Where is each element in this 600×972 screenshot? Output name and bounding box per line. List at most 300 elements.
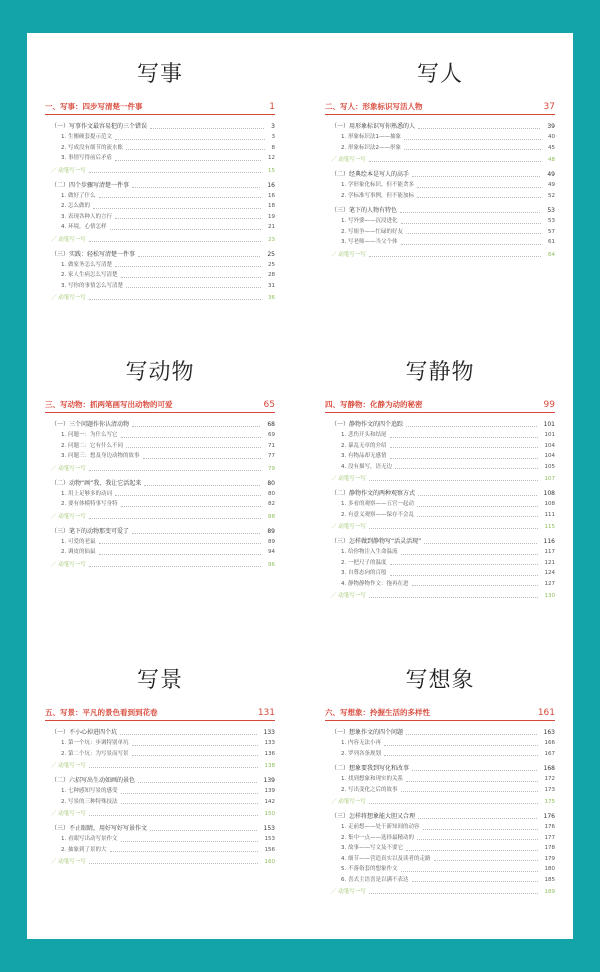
toc-section <box>45 419 275 474</box>
leader-dots <box>418 488 537 496</box>
subsection-entry[interactable] <box>45 738 275 749</box>
subsection-entry-label: 1. 做家务怎么写清楚 <box>61 261 112 268</box>
leader-dots <box>404 143 541 151</box>
subsection-entry-label: 2. 家人生病怎么写清楚 <box>61 272 118 278</box>
subsection-entry[interactable] <box>325 430 555 441</box>
leader-dots <box>144 478 260 486</box>
subsection-entry-page: 178 <box>544 845 555 851</box>
practice-entry-label: ／ 动笔写一写 <box>51 236 86 243</box>
leader-dots <box>434 854 538 862</box>
leader-dots <box>121 797 258 805</box>
subsection-entry[interactable] <box>45 547 275 558</box>
subsection-entry-page: 180 <box>544 866 555 872</box>
subsection-entry-label: 3. 有物品却无感情 <box>341 453 387 459</box>
practice-entry-label: ／ 动笔写一写 <box>331 157 366 163</box>
chapter-heading[interactable] <box>45 101 275 115</box>
leader-dots <box>132 180 260 188</box>
subsection-entry[interactable] <box>45 537 275 548</box>
subsection-entry-label: 1. 生搬硬套提示范文 <box>61 134 112 140</box>
subsection-entry[interactable] <box>325 237 555 248</box>
subsection-entry-label: 3. 事情写得前后矛盾 <box>61 155 112 161</box>
leader-dots <box>121 430 262 438</box>
subsection-entry-page: 105 <box>544 463 555 470</box>
toc-section <box>45 775 275 819</box>
subsection-entry[interactable] <box>325 180 555 191</box>
subsection-entry-label: 2. 形象标识法2——形象 <box>341 144 401 151</box>
leader-dots <box>89 464 261 471</box>
subsection-entry-page: 179 <box>544 855 555 862</box>
toc-section <box>325 536 555 601</box>
panel-title: 写静物 <box>405 360 475 385</box>
subsection-entry[interactable] <box>325 749 555 760</box>
leader-dots <box>115 489 261 497</box>
leader-dots <box>110 222 262 230</box>
leader-dots <box>150 823 257 831</box>
subsection-entry-page: 40 <box>548 134 555 140</box>
section-entry-label: （三）怎样将想象能大胆又合理 <box>331 813 416 820</box>
subsection-entry-page: 156 <box>264 846 275 853</box>
subsection-entry-page: 18 <box>268 203 275 209</box>
subsection-entry[interactable] <box>325 822 555 833</box>
subsection-entry-label: 2. 问题二：它有什么不同 <box>61 442 123 449</box>
practice-entry[interactable] <box>45 464 275 474</box>
subsection-entry-label: 1. 看眼写出动写景作文 <box>61 836 118 842</box>
subsection-entry-label: 1. 可爱的老鼠 <box>61 538 96 545</box>
leader-dots <box>121 834 258 842</box>
subsection-entry-page: 108 <box>544 501 555 507</box>
leader-dots <box>412 579 538 587</box>
subsection-entry[interactable] <box>45 143 275 154</box>
chapter-title: 二、写人：形象标识写活人物 <box>325 102 423 111</box>
section-entry[interactable] <box>325 121 555 132</box>
subsection-entry[interactable] <box>45 749 275 760</box>
subsection-entry-page: 136 <box>264 750 275 757</box>
subsection-entry[interactable] <box>325 441 555 452</box>
subsection-entry-page: 3 <box>271 134 275 140</box>
subsection-entry-page: 133 <box>264 740 275 746</box>
subsection-entry[interactable] <box>325 843 555 854</box>
subsection-entry-label: 4. 细节——营造真实以及读者的走路 <box>341 855 431 862</box>
practice-entry[interactable] <box>325 887 555 897</box>
section-entry-label: （三）实践：轻松写清楚一件事 <box>51 250 136 258</box>
subsection-entry-page: 53 <box>548 218 555 224</box>
panel-title: 写人 <box>416 62 463 87</box>
subsection-entry[interactable] <box>325 833 555 844</box>
subsection-entry-page: 89 <box>268 538 275 545</box>
subsection-entry[interactable] <box>325 216 555 227</box>
subsection-entry-page: 31 <box>268 282 275 289</box>
panel-title: 写动物 <box>125 360 195 385</box>
subsection-entry[interactable] <box>325 738 555 749</box>
section-entry-label: （三）不止眼睛，用好写好写景作文 <box>51 825 148 832</box>
section-entry-label: （二）想象要我到写化和改事 <box>331 765 410 772</box>
toc-section <box>325 727 555 759</box>
leader-dots <box>369 155 541 162</box>
subsection-entry-label: 1. 多看的观察——五官一起动 <box>341 501 414 507</box>
section-entry[interactable] <box>45 121 275 132</box>
subsection-entry-page: 49 <box>548 182 555 188</box>
practice-entry-page: 175 <box>544 799 555 805</box>
leader-dots <box>404 132 541 140</box>
leader-dots <box>89 293 261 300</box>
leader-dots <box>143 451 262 459</box>
section-entry[interactable] <box>45 727 275 738</box>
subsection-entry-label: 2. 调皮的仙鼠 <box>61 549 96 555</box>
leader-dots <box>126 441 261 449</box>
leader-dots <box>93 201 261 209</box>
subsection-entry-label: 1. 问题一：为什么写它 <box>61 432 118 438</box>
subsection-entry-page: 177 <box>544 834 555 841</box>
chapter-heading[interactable] <box>45 707 275 721</box>
subsection-entry[interactable] <box>325 864 555 875</box>
section-entry-page: 163 <box>543 729 555 736</box>
section-entry[interactable] <box>325 727 555 738</box>
practice-entry-page: 48 <box>548 157 555 163</box>
subsection-entry[interactable] <box>325 785 555 796</box>
practice-entry-page: 36 <box>268 295 275 301</box>
subsection-entry-label: 1. 写外婆——沉浸进化 <box>341 218 398 224</box>
subsection-entry[interactable] <box>325 510 555 521</box>
subsection-entry[interactable] <box>45 499 275 510</box>
practice-entry[interactable] <box>45 857 275 867</box>
practice-entry-label: ／ 动笔写一写 <box>51 465 86 472</box>
practice-entry-page: 96 <box>268 561 275 568</box>
leader-dots <box>110 845 258 853</box>
toc-panel-xieshi <box>45 61 275 307</box>
practice-entry-label: ／ 动笔写一写 <box>331 593 366 599</box>
subsection-entry[interactable] <box>45 201 275 212</box>
subsection-entry[interactable] <box>325 547 555 558</box>
toc-panel-xiejingwu <box>325 359 555 605</box>
practice-entry-label: ／ 动笔写一写 <box>331 524 366 530</box>
subsection-entry[interactable] <box>45 845 275 856</box>
practice-entry-label: ／ 动笔写一写 <box>331 251 366 258</box>
leader-dots <box>401 237 542 245</box>
subsection-entry[interactable] <box>45 260 275 271</box>
leader-dots <box>418 811 537 819</box>
leader-dots <box>384 749 538 757</box>
subsection-entry-label: 1. 给你物注入生命温流 <box>341 549 398 555</box>
subsection-entry[interactable] <box>45 451 275 462</box>
subsection-entry-page: 117 <box>544 549 555 555</box>
leader-dots <box>395 462 538 470</box>
leader-dots <box>390 451 538 459</box>
section-entry-page: 39 <box>547 123 555 130</box>
leader-dots <box>369 474 538 481</box>
leader-dots <box>406 419 537 427</box>
practice-entry-label: ／ 动笔写一写 <box>331 799 366 805</box>
subsection-entry-page: 94 <box>268 549 275 555</box>
section-entry-page: 139 <box>263 777 275 784</box>
subsection-entry-page: 57 <box>548 228 555 235</box>
section-entry-page: 176 <box>543 813 555 820</box>
leader-dots <box>406 774 538 782</box>
chapter-heading[interactable] <box>45 399 275 413</box>
practice-entry[interactable] <box>45 809 275 819</box>
section-entry[interactable] <box>45 419 275 430</box>
subsection-entry[interactable] <box>45 132 275 143</box>
leader-dots <box>89 512 261 519</box>
subsection-entry-page: 176 <box>544 824 555 830</box>
subsection-entry-label: 3. 写你的事情怎么写清楚 <box>61 282 123 289</box>
section-entry-page: 133 <box>263 729 275 736</box>
subsection-entry[interactable] <box>45 786 275 797</box>
subsection-entry-label: 1. 走前想——处于新知间的动容 <box>341 824 420 830</box>
practice-entry[interactable] <box>45 235 275 245</box>
section-entry-page: 16 <box>267 181 275 189</box>
toc-section <box>45 727 275 771</box>
section-entry-page: 49 <box>547 171 555 178</box>
section-entry[interactable] <box>45 249 275 260</box>
leader-dots <box>121 786 258 794</box>
leader-dots <box>89 235 261 242</box>
leader-dots <box>89 166 261 173</box>
subsection-entry-label: 1. 做好了什么 <box>61 192 96 199</box>
leader-dots <box>417 833 538 841</box>
subsection-entry-page: 185 <box>544 876 555 883</box>
subsection-entry[interactable] <box>325 854 555 865</box>
section-entry[interactable] <box>45 478 275 489</box>
subsection-entry-page: 172 <box>544 776 555 782</box>
practice-entry-label: ／ 动笔写一写 <box>51 167 86 174</box>
subsection-entry-label: 2. 写姐争——忙碌的好友 <box>341 228 403 235</box>
subsection-entry[interactable] <box>325 143 555 154</box>
subsection-entry-label: 1. 悲伤开头和结尾 <box>341 432 387 438</box>
section-entry-page: 101 <box>543 421 555 428</box>
subsection-entry[interactable] <box>45 222 275 233</box>
chapter-page: 65 <box>263 400 275 410</box>
chapter-page: 1 <box>269 102 275 112</box>
leader-dots <box>369 797 538 804</box>
practice-entry[interactable] <box>45 761 275 771</box>
subsection-entry[interactable] <box>45 797 275 808</box>
practice-entry-page: 189 <box>544 889 555 895</box>
leader-dots <box>99 537 262 545</box>
leader-dots <box>121 270 262 278</box>
subsection-entry-label: 1. 形象标识法1——抽象 <box>341 134 401 140</box>
chapter-title: 三、写动物：抓两笔画写出动物的可爱 <box>45 400 173 409</box>
practice-entry[interactable] <box>45 512 275 522</box>
leader-dots <box>406 843 538 851</box>
section-entry[interactable] <box>45 775 275 786</box>
chapter-page: 161 <box>537 708 555 718</box>
subsection-entry[interactable] <box>325 227 555 238</box>
leader-dots <box>115 212 261 220</box>
leader-dots <box>89 809 258 816</box>
subsection-entry[interactable] <box>325 499 555 510</box>
subsection-entry-page: 8 <box>271 144 275 151</box>
subsection-entry-page: 61 <box>548 239 555 245</box>
subsection-entry-label: 5. 不落俗套的想象作文 <box>341 866 398 872</box>
subsection-entry[interactable] <box>45 430 275 441</box>
toc-section <box>45 478 275 522</box>
section-entry[interactable] <box>325 488 555 499</box>
subsection-entry-page: 28 <box>268 272 275 278</box>
section-entry-page: 89 <box>267 527 275 535</box>
toc-section <box>45 121 275 176</box>
leader-dots <box>401 547 538 555</box>
leader-dots <box>126 143 265 151</box>
leader-dots <box>369 522 538 529</box>
section-entry-label: （一）写事作文最容易犯的三个错误 <box>51 123 148 130</box>
panel-title: 写景 <box>136 668 183 693</box>
section-entry-label: （二）静物作文的两种观察方式 <box>331 490 416 497</box>
toc-panel-xiexiangxiang <box>325 667 555 901</box>
chapter-title: 一、写事：四步写清楚一件事 <box>45 102 143 111</box>
section-entry-label: （二）六招写出生动如画的景色 <box>51 777 136 784</box>
subsection-entry[interactable] <box>45 212 275 223</box>
practice-entry-page: 115 <box>544 524 555 530</box>
section-entry-label: （三）笔下的动物那变可爱了 <box>51 527 130 535</box>
section-entry[interactable] <box>325 811 555 822</box>
leader-dots <box>401 216 542 224</box>
subsection-entry-page: 121 <box>544 559 555 566</box>
leader-dots <box>132 749 258 757</box>
practice-entry-label: ／ 动笔写一写 <box>51 859 86 865</box>
practice-entry-label: ／ 动笔写一写 <box>51 295 86 301</box>
toc-section <box>45 823 275 867</box>
leader-dots <box>417 191 541 199</box>
toc-section <box>325 121 555 165</box>
leader-dots <box>120 727 257 735</box>
subsection-entry[interactable] <box>45 441 275 452</box>
subsection-entry[interactable] <box>45 281 275 292</box>
subsection-entry-page: 124 <box>544 570 555 576</box>
subsection-entry-page: 25 <box>268 261 275 268</box>
section-entry[interactable] <box>45 526 275 537</box>
subsection-entry[interactable] <box>325 558 555 569</box>
subsection-entry[interactable] <box>325 451 555 462</box>
subsection-entry-label: 3. 问题三：想及身边动物的故事 <box>61 453 140 459</box>
practice-entry-page: 107 <box>544 476 555 482</box>
leader-dots <box>138 249 260 257</box>
practice-entry-page: 15 <box>268 167 275 174</box>
practice-entry[interactable] <box>325 522 555 532</box>
toc-section <box>325 419 555 484</box>
leader-dots <box>89 560 261 567</box>
practice-entry-page: 160 <box>264 859 275 865</box>
chapter-title: 五、写景：平凡的景色看到到花卷 <box>45 708 158 717</box>
subsection-entry[interactable] <box>45 834 275 845</box>
section-entry-label: （一）静物作文的四个追踪 <box>331 421 404 428</box>
toc-panel-xieren <box>325 61 555 264</box>
section-entry[interactable] <box>325 205 555 216</box>
practice-entry-page: 64 <box>548 251 555 258</box>
section-entry-label: （三）笔下的人物有特色 <box>331 207 398 214</box>
section-entry-page: 80 <box>267 479 275 487</box>
section-entry[interactable] <box>45 180 275 191</box>
leader-dots <box>89 761 258 768</box>
subsection-entry-page: 139 <box>264 788 275 794</box>
leader-dots <box>132 738 258 746</box>
section-entry-label: （二）经典绘本是写人的高手 <box>331 171 410 178</box>
leader-dots <box>150 121 264 129</box>
subsection-entry[interactable] <box>325 579 555 590</box>
subsection-entry-label: 2. 学标准写事例，但不能加标 <box>341 192 414 199</box>
practice-entry[interactable] <box>325 797 555 807</box>
subsection-entry[interactable] <box>325 462 555 473</box>
subsection-entry[interactable] <box>45 489 275 500</box>
subsection-entry[interactable] <box>325 191 555 202</box>
section-entry[interactable] <box>45 823 275 834</box>
leader-dots <box>369 250 541 257</box>
section-entry-label: （一）用形象标识写你熟悉的人 <box>331 123 416 130</box>
subsection-entry-page: 173 <box>544 786 555 793</box>
subsection-entry-label: 1. 用上足够多的动词 <box>61 490 112 497</box>
practice-entry[interactable] <box>45 166 275 176</box>
section-entry-label: （一）三个问题作你认清动物 <box>51 421 130 428</box>
practice-entry[interactable] <box>325 250 555 260</box>
subsection-entry[interactable] <box>325 568 555 579</box>
toc-section <box>45 180 275 245</box>
practice-entry[interactable] <box>325 155 555 165</box>
subsection-entry-label: 3. 故事——写文及不要它 <box>341 845 403 851</box>
chapter-heading[interactable] <box>325 707 555 721</box>
section-entry[interactable] <box>325 419 555 430</box>
chapter-page: 37 <box>543 102 555 112</box>
subsection-entry-label: 2. 第二个坑：为写景而写景 <box>61 750 129 757</box>
subsection-entry[interactable] <box>325 132 555 143</box>
leader-dots <box>390 441 538 449</box>
toc-section <box>325 169 555 201</box>
chapter-heading[interactable] <box>325 101 555 115</box>
leader-dots <box>390 568 538 576</box>
practice-entry[interactable] <box>45 293 275 303</box>
leader-dots <box>115 153 261 161</box>
leader-dots <box>412 169 540 177</box>
toc-page <box>27 33 573 939</box>
subsection-entry-label: 2. 写景的三种特殊技法 <box>61 798 118 805</box>
section-entry-label: （二）动物“画”我，我让它活起来 <box>51 479 142 487</box>
chapter-title: 四、写静物：化静为动的秘密 <box>325 400 423 409</box>
toc-panel-xiejing <box>45 667 275 871</box>
subsection-entry[interactable] <box>325 774 555 785</box>
subsection-entry-page: 104 <box>544 442 555 449</box>
leader-dots <box>390 558 538 566</box>
subsection-entry-label: 4. 环境，心情怎样 <box>61 224 107 230</box>
practice-entry[interactable] <box>45 560 275 570</box>
subsection-entry-label: 2. 要有体模特事写身特 <box>61 501 118 507</box>
leader-dots <box>417 499 538 507</box>
subsection-entry-page: 12 <box>268 155 275 161</box>
toc-section <box>325 488 555 532</box>
subsection-entry[interactable] <box>45 191 275 202</box>
practice-entry[interactable] <box>325 591 555 601</box>
section-entry[interactable] <box>325 536 555 547</box>
toc-section <box>325 811 555 897</box>
subsection-entry[interactable] <box>45 153 275 164</box>
subsection-entry-label: 1. 七种感知写景的感受 <box>61 788 118 794</box>
subsection-entry-page: 104 <box>544 453 555 459</box>
chapter-heading[interactable] <box>325 399 555 413</box>
section-entry-page: 25 <box>267 250 275 258</box>
practice-entry-label: ／ 动笔写一写 <box>331 889 366 895</box>
toc-section <box>45 526 275 570</box>
subsection-entry-label: 3. 写老师——当父个体 <box>341 239 398 245</box>
practice-entry[interactable] <box>325 474 555 484</box>
subsection-entry[interactable] <box>325 875 555 886</box>
leader-dots <box>89 857 258 864</box>
leader-dots <box>121 499 262 507</box>
section-entry[interactable] <box>325 169 555 180</box>
leader-dots <box>401 864 538 872</box>
subsection-entry-label: 4. 没有描写，语无边 <box>341 463 392 470</box>
leader-dots <box>406 727 537 735</box>
subsection-entry-page: 142 <box>264 798 275 805</box>
subsection-entry[interactable] <box>45 270 275 281</box>
subsection-entry-page: 127 <box>544 580 555 587</box>
section-entry[interactable] <box>325 763 555 774</box>
